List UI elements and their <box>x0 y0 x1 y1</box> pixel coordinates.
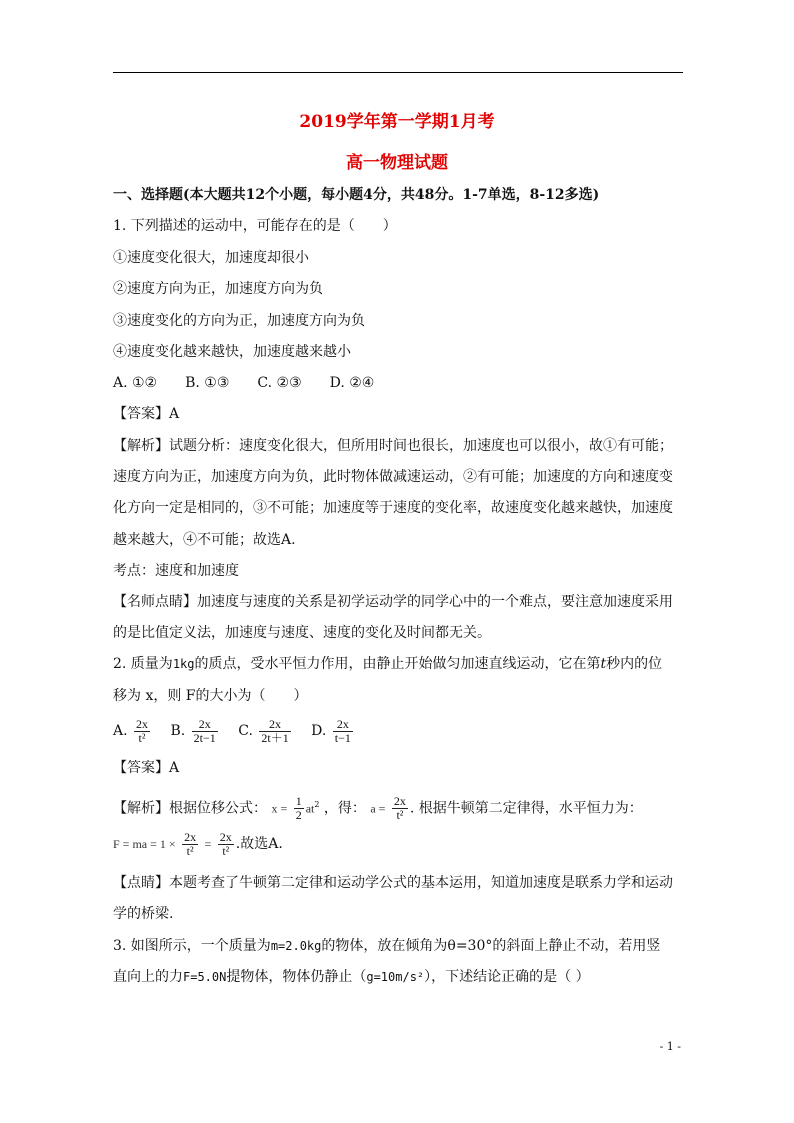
q2-option-d: D. $\frac{2x}{t-1}$ <box>311 716 351 745</box>
exam-title: 2019学年第一学期1月考 <box>299 112 495 132</box>
q3-stem-line1: 3. 如图所示，一个质量为m=2.0kg的物体，放在倾角为θ=30°的斜面上静止不动，若用竖 <box>113 938 661 954</box>
fraction: $\frac{2x}{2t-1}$ <box>193 716 216 745</box>
section-heading: 一、选择题(本大题共12个小题，每小题4分，共48分。1-7单选，8-12多选) <box>113 187 600 203</box>
q2-option-c: C. $\frac{2x}{2t+1}$ <box>238 716 289 745</box>
fraction: $\frac{2x}{\text{t²}}$ <box>184 829 197 858</box>
q2-analysis-line1: 【解析】根据位移公式： x = $\frac{1}{2}$ $at^2$ ，得： a = $\frac{2x}{\text{t²}}$ . 根据牛顿第二定律得，水平恒力为： <box>113 794 643 823</box>
q1-analysis-line: 【解析】试题分析：速度变化很大，但所用时间也很长，加速度也可以很小，故①有可能； <box>113 438 673 454</box>
q1-options: A. ①② B. ①③ C. ②③ D. ②④ <box>113 375 375 391</box>
fraction: $\frac{2x}{\text{t²}}$ <box>393 794 406 823</box>
q1-item: ①速度变化很大，加速度却很小 <box>113 250 309 266</box>
q1-answer: 【答案】A <box>113 406 180 422</box>
q2-stem-text: 2. 质量为 <box>113 656 173 672</box>
q2-stem-line2: 移为 x，则 F的大小为（ ） <box>113 688 308 704</box>
fraction: $\frac{2x}{\text{t²}}$ <box>136 716 149 745</box>
q1-comment-line: 【名师点睛】加速度与速度的关系是初学运动学的同学心中的一个难点，要注意加速度采用 <box>113 594 673 610</box>
q2-options <box>113 712 693 750</box>
q1-item: ②速度方向为正，加速度方向为负 <box>113 281 323 297</box>
fraction: $\frac{2x}{\text{t²}}$ <box>219 829 232 858</box>
q2-stem-text: 秒内的位 <box>606 656 663 672</box>
q2-time-variable: t <box>600 656 607 672</box>
q2-answer: 【答案】A <box>113 760 180 776</box>
q1-analysis-line: 越来越大，④不可能；故选A. <box>113 532 296 548</box>
q1-kaodian: 考点：速度和加速度 <box>113 563 239 579</box>
header-rule <box>113 72 683 73</box>
q2-analysis-line2: F = ma = 1 × $\frac{2x}{\text{t²}}$ = $\frac{2x}{\text{t²}}$ .故选A. <box>113 829 283 858</box>
q1-analysis-line: 速度方向为正，加速度方向为负，此时物体做减速运动，②有可能；加速度的方向和速度变 <box>113 469 673 485</box>
q1-item: ④速度变化越来越快，加速度越来越小 <box>113 344 351 360</box>
q1-item: ③速度变化的方向为正，加速度方向为负 <box>113 313 365 329</box>
q2-mass-value: 1kg <box>172 657 195 671</box>
page-number: - 1 - <box>659 1040 681 1053</box>
q2-comment-line: 【点睛】本题考查了牛顿第二定律和运动学公式的基本运用，知道加速度是联系力学和运动 <box>113 875 673 891</box>
q1-analysis-line: 化方向一定是相同的，③不可能；加速度等于速度的变化率，故速度变化越来越快，加速度 <box>113 500 673 516</box>
q1-stem: 1. 下列描述的运动中，可能存在的是（ ） <box>113 218 397 234</box>
q2-stem-text: 的质点，受水平恒力作用，由静止开始做匀加速直线运动，它在第 <box>194 656 601 672</box>
q2-stem-line1 <box>113 654 693 674</box>
exam-subtitle: 高一物理试题 <box>346 153 448 173</box>
q2-comment-line: 学的桥梁. <box>113 906 174 922</box>
q2-option-b: B. $\frac{2x}{2t-1}$ <box>170 716 216 745</box>
q2-option-a: A. $\frac{2x}{\text{t²}}$ <box>113 716 149 745</box>
q1-comment-line: 的是比值定义法，加速度与速度、速度的变化及时间都无关。 <box>113 625 491 641</box>
fraction: $\frac{1}{2}$ <box>295 794 302 823</box>
fraction: $\frac{2x}{2t+1}$ <box>261 716 289 745</box>
fraction: $\frac{2x}{t-1}$ <box>334 716 351 745</box>
q3-stem-line2: 直向上的力F=5.0N提物体，物体仍静止（g=10m/s²），下述结论正确的是（ ） <box>113 969 590 985</box>
